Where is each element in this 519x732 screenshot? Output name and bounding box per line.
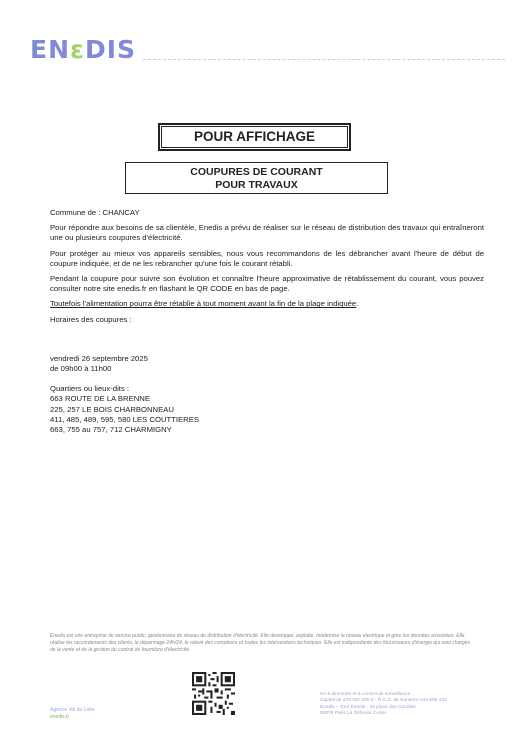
website-link[interactable]: enedis.fr [50, 714, 70, 720]
subtitle-box [125, 162, 388, 194]
horaires-label: Horaires des coupures : [50, 314, 132, 324]
footer-description: Enedis est une entreprise de service public, gestionnaire du réseau de distribution d'électricité. Elle développe, exploite, modernise le réseau électrique et gère les données associées. Elle réalise les raccordements des clients, le dépannage 24h/24, le relevé des compteurs et toutes les interventions techniques. Elle est indépendante des fournisseurs d'énergie qui sont chargés de la vente et de la gestion du contrat de fourniture d'électricité. [50, 633, 471, 653]
agency-info [50, 707, 95, 721]
paragraph-protect: Pour protéger au mieux vos appareils sensibles, nous vous recommandons de les débrancher avant l'heure de début de coupure indiquée, et de ne les rebrancher qu'une fois le courant rétabli. [50, 248, 484, 268]
agency-name: Agence Val de Loire [50, 707, 95, 713]
address-item: 663 ROUTE DE LA BRENNE [50, 394, 150, 404]
header-divider [143, 59, 505, 60]
address-item: 411, 485, 489, 595, 580 LES COUTTIERES [50, 414, 199, 424]
address-item: 225, 257 LE BOIS CHARBONNEAU [50, 404, 174, 414]
logo-text: ENεDIS [30, 34, 136, 64]
outage-date: vendredi 26 septembre 2025 [50, 353, 148, 363]
page-title: POUR AFFICHAGE [194, 129, 315, 144]
address-item: 663, 755 au 757, 712 CHARMIGNY [50, 425, 172, 435]
notice-body [50, 208, 484, 435]
subtitle-line2: POUR TRAVAUX [215, 179, 298, 191]
paragraph-works: Pour répondre aux besoins de sa clientèle, Enedis a prévu de réaliser sur le réseau de distribution des travaux qui entraîneront une ou plusieurs coupures d'électricité. [50, 223, 484, 243]
legal-info: SA à directoire et à conseil de surveillance Capital de 270 037 000 € - R.C.S. de Nanterre 444 608 442 Enedis – Tour Enedis - 34 place des Corolles 92079 Paris La Défense Cedex [320, 692, 447, 717]
warning-text: Toutefois l'alimentation pourra être rétablie à tout moment avant la fin de la plage indiquée. [50, 299, 359, 309]
quartiers-label: Quartiers ou lieux-dits : [50, 384, 130, 394]
warning-underlined: Toutefois l'alimentation pourra être rétablie à tout moment avant la fin de la plage indiquée [50, 299, 357, 309]
title-box [158, 123, 351, 151]
subtitle-line1: COUPURES DE COURANT [190, 166, 323, 178]
paragraph-follow: Pendant la coupure pour suivre son évolution et connaître l'heure approximative de rétablissement du courant, vous pouvez consulter notre site enedis.fr en flashant le QR CODE en bas de page. [50, 274, 484, 294]
qr-code-icon[interactable] [192, 672, 235, 715]
commune: Commune de : CHANCAY [50, 208, 140, 217]
enedis-logo [30, 36, 136, 62]
outage-time: de 09h00 à 11h00 [50, 364, 112, 374]
